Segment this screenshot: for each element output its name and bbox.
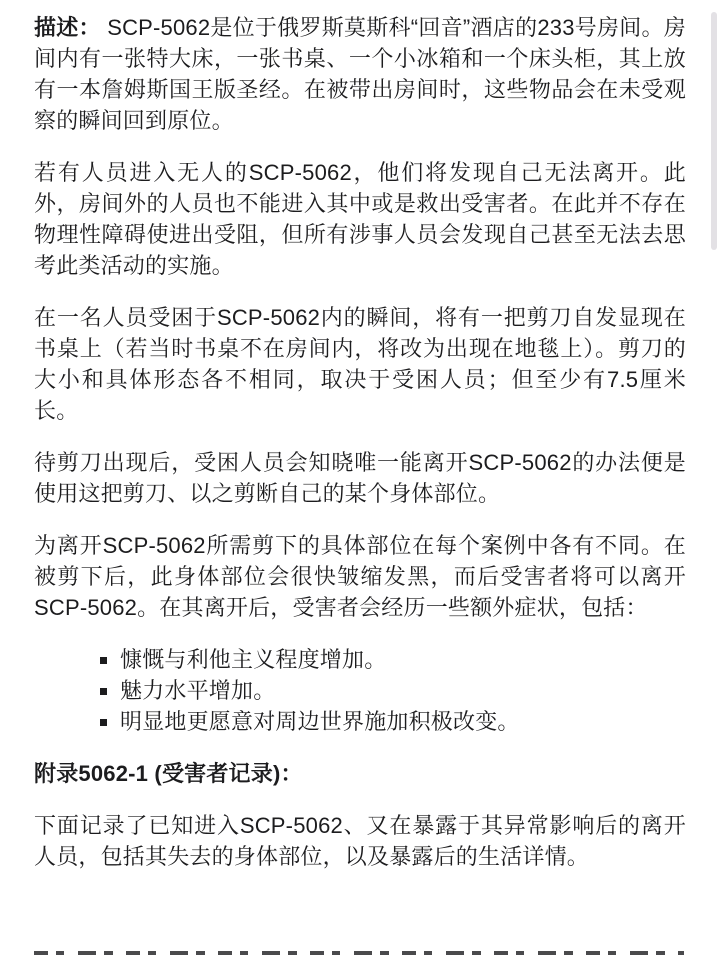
list-item-positive-change: ▪ 明显地更愿意对周边世界施加积极改变。 — [120, 706, 686, 737]
list-item-generosity: ▪ 慷慨与利他主义程度增加。 — [120, 644, 686, 675]
paragraph-scissors-appearance: 在一名人员受困于SCP-5062内的瞬间，将有一把剪刀自发显现在书桌上（若当时书桌不在房间内，将改为出现在地毯上）。剪刀的大小和具体形态各不相同，取决于受困人员；但至少有7.5厘米长。 — [34, 305, 686, 423]
list-item-charisma: ▪ 魅力水平增加。 — [120, 675, 686, 706]
paragraph-victim-log-intro: 下面记录了已知进入SCP-5062、又在暴露于其异常影响后的离开人员，包括其失去的身体部位，以及暴露后的生活详情。 — [34, 813, 686, 869]
paragraph-escape-method: 待剪刀出现后，受困人员会知晓唯一能离开SCP-5062的办法便是使用这把剪刀、以之剪断自己的某个身体部位。 — [34, 450, 686, 506]
paragraph-entry-effect: 若有人员进入无人的SCP-5062，他们将发现自己无法离开。此外，房间外的人员也不能进入其中或是救出受害者。在此并不存在物理性障碍使进出受阻，但所有涉事人员会发现自己甚至无法去思考此类活动的实施。 — [34, 160, 686, 278]
scrollbar-thumb[interactable] — [711, 12, 717, 250]
paragraph-aftermath: 为离开SCP-5062所需剪下的具体部位在每个案例中各有不同。在被剪下后，此身体部位会很快皱缩发黑，而后受害者将可以离开SCP-5062。在其离开后，受害者会经历一些额外症状，包括： — [34, 533, 686, 620]
description-paragraph — [34, 12, 686, 136]
clipped-next-line — [34, 951, 684, 955]
symptoms-list — [34, 644, 686, 737]
appendix-heading: 附录5062-1 (受害者记录)： — [34, 761, 303, 786]
description-text: SCP-5062是位于俄罗斯莫斯科“回音”酒店的233号房间。房间内有一张特大床，一张书桌、一个小冰箱和一个床头柜，其上放有一本詹姆斯国王版圣经。在被带出房间时，这些物品会在未受观察的瞬间回到原位。 — [34, 15, 686, 133]
article-page — [0, 12, 720, 872]
description-label: 描述： — [34, 15, 101, 40]
